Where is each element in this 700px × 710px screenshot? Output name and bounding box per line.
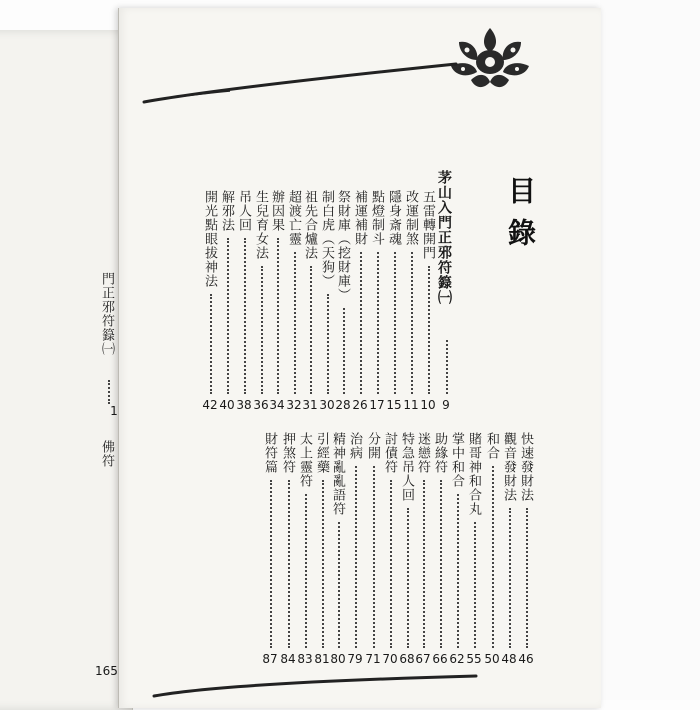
toc-lower-entry-label: 快速發財法 [518, 432, 533, 502]
toc-upper-entry-page-number: 31 [302, 398, 318, 412]
toc-lower-entry-label: 迷戀符 [415, 432, 430, 474]
toc-lower-entry-leader [407, 508, 409, 648]
toc-upper-entry-page-number: 17 [369, 398, 385, 412]
toc-upper-entry-label: 祭財庫（挖財庫） [335, 190, 350, 302]
toc-lower-entry-leader [423, 480, 425, 648]
toc-upper-entry-leader [377, 252, 379, 394]
toc-lower-entry-leader [270, 480, 272, 648]
toc-lower-entry-leader [474, 522, 476, 648]
toc-lower-entry-page-number: 83 [297, 652, 313, 666]
toc-upper-entry-label: 解邪法 [219, 190, 234, 232]
toc-lower-entry-page-number: 67 [415, 652, 431, 666]
toc-lower-entry-label: 押煞符 [280, 432, 295, 474]
toc-upper-entry-leader [327, 294, 329, 394]
toc-lower-entry-page-number: 55 [466, 652, 482, 666]
toc-upper-entry-leader [244, 238, 246, 394]
toc-lower-entry-page-number: 62 [449, 652, 465, 666]
toc-upper-entry-page-number: 15 [386, 398, 402, 412]
page-title: 目錄 [504, 176, 537, 260]
toc-lower-entry-page-number: 79 [347, 652, 363, 666]
toc-lower-entry-page-number: 81 [314, 652, 330, 666]
toc-upper-entry-label: 超渡亡靈 [286, 190, 301, 246]
toc-upper-entry-page-number: 34 [269, 398, 285, 412]
toc-lower-entry-leader [457, 494, 459, 648]
toc-upper-entry-label: 祖先合爐法 [302, 190, 317, 260]
left-page-upper-text: 門正邪符籙㈠ [99, 272, 114, 356]
background [600, 0, 700, 700]
toc-upper-entry-label: 制白虎（天狗） [319, 190, 334, 288]
toc-lower-entry-leader [390, 480, 392, 648]
toc-upper-entry-page-number: 38 [236, 398, 252, 412]
toc-lower-entry-leader [322, 480, 324, 648]
toc-upper-entry-page-number: 11 [403, 398, 419, 412]
toc-upper-entry-page-number: 28 [335, 398, 351, 412]
toc-upper-entry-label: 隱身斎魂 [386, 190, 401, 246]
toc-upper-entry-label: 點燈制斗 [369, 190, 384, 246]
toc-lower-entry-label: 賭哥神和合丸 [466, 432, 481, 516]
toc-upper-entry-leader [210, 294, 212, 394]
toc-lower-entry-label: 觀音發財法 [501, 432, 516, 502]
lotus-flower-ornament-icon [445, 22, 535, 94]
toc-upper-entry-page-number: 10 [420, 398, 436, 412]
left-page-upper-leader [108, 380, 110, 404]
left-page-upper-number: 1 [110, 404, 118, 418]
toc-upper-entry-page-number: 26 [352, 398, 368, 412]
toc-lower-entry-label: 助緣符 [432, 432, 447, 474]
toc-lower-entry-page-number: 48 [501, 652, 517, 666]
toc-lower-entry-label: 特急吊人回 [399, 432, 414, 502]
toc-lower-entry-page-number: 80 [330, 652, 346, 666]
toc-lower-entry-leader [373, 466, 375, 648]
toc-lower-entry-page-number: 66 [432, 652, 448, 666]
toc-lower-entry-page-number: 50 [484, 652, 500, 666]
left-page-lower-number: 165 [95, 664, 118, 678]
toc-lower-entry-label: 治病 [347, 432, 362, 460]
toc-upper-entry-page-number: 36 [253, 398, 269, 412]
footer-rule [150, 672, 480, 700]
toc-upper-entry-leader [394, 252, 396, 394]
toc-lower-entry-leader [492, 466, 494, 648]
toc-upper-entry-leader [343, 308, 345, 394]
toc-upper-entry-leader [428, 266, 430, 394]
left-page [0, 30, 133, 710]
toc-upper-entry-label: 辦因果 [269, 190, 284, 232]
toc-lower-entry-page-number: 68 [399, 652, 415, 666]
toc-lower-entry-label: 太上靈符 [297, 432, 312, 488]
toc-upper-entry-leader [294, 252, 296, 394]
toc-upper-entry-label: 生兒育女法 [253, 190, 268, 260]
toc-book-title-leader [446, 340, 448, 394]
toc-lower-entry-leader [526, 508, 528, 648]
toc-upper-entry-leader [227, 238, 229, 394]
toc-lower-entry-page-number: 70 [382, 652, 398, 666]
toc-lower-entry-page-number: 84 [280, 652, 296, 666]
toc-upper-entry-page-number: 30 [319, 398, 335, 412]
toc-upper-entry-label: 吊人回 [236, 190, 251, 232]
toc-upper-entry-label: 開光點眼拔神法 [202, 190, 217, 288]
toc-lower-entry-label: 掌中和合 [449, 432, 464, 488]
toc-lower-entry-leader [338, 522, 340, 648]
toc-upper-entry-leader [277, 238, 279, 394]
toc-book-title: 茅山入門正邪符籙㈠ [436, 170, 452, 305]
toc-upper-entry-page-number: 42 [202, 398, 218, 412]
toc-lower-entry-leader [509, 508, 511, 648]
toc-lower-entry-page-number: 87 [262, 652, 278, 666]
toc-lower-entry-label: 精神亂亂語符 [330, 432, 345, 516]
toc-lower-entry-leader [288, 480, 290, 648]
toc-lower-entry-leader [440, 480, 442, 648]
toc-book-title-page: 9 [442, 398, 450, 412]
toc-lower-entry-label: 引經藥 [314, 432, 329, 474]
toc-lower-entry-label: 和合 [484, 432, 499, 460]
toc-upper-entry-label: 改運制煞 [403, 190, 418, 246]
toc-upper-entry-label: 補運補財 [352, 190, 367, 246]
toc-upper-entry-page-number: 32 [286, 398, 302, 412]
toc-upper-entry-leader [411, 252, 413, 394]
toc-upper-entry-leader [261, 266, 263, 394]
toc-lower-entry-leader [355, 466, 357, 648]
toc-upper-entry-label: 五雷轉開門 [420, 190, 435, 260]
toc-upper-entry-page-number: 40 [219, 398, 235, 412]
toc-lower-entry-page-number: 71 [365, 652, 381, 666]
toc-lower-entry-page-number: 46 [518, 652, 534, 666]
toc-upper-entry-leader [310, 266, 312, 394]
left-page-lower-text: 佛符 [99, 440, 114, 468]
toc-upper-entry-leader [360, 252, 362, 394]
toc-lower-entry-leader [305, 494, 307, 648]
header-rule [140, 58, 458, 108]
toc-lower-entry-label: 討債符 [382, 432, 397, 474]
toc-lower-entry-label: 財符篇 [262, 432, 277, 474]
toc-lower-entry-label: 分開 [365, 432, 380, 460]
